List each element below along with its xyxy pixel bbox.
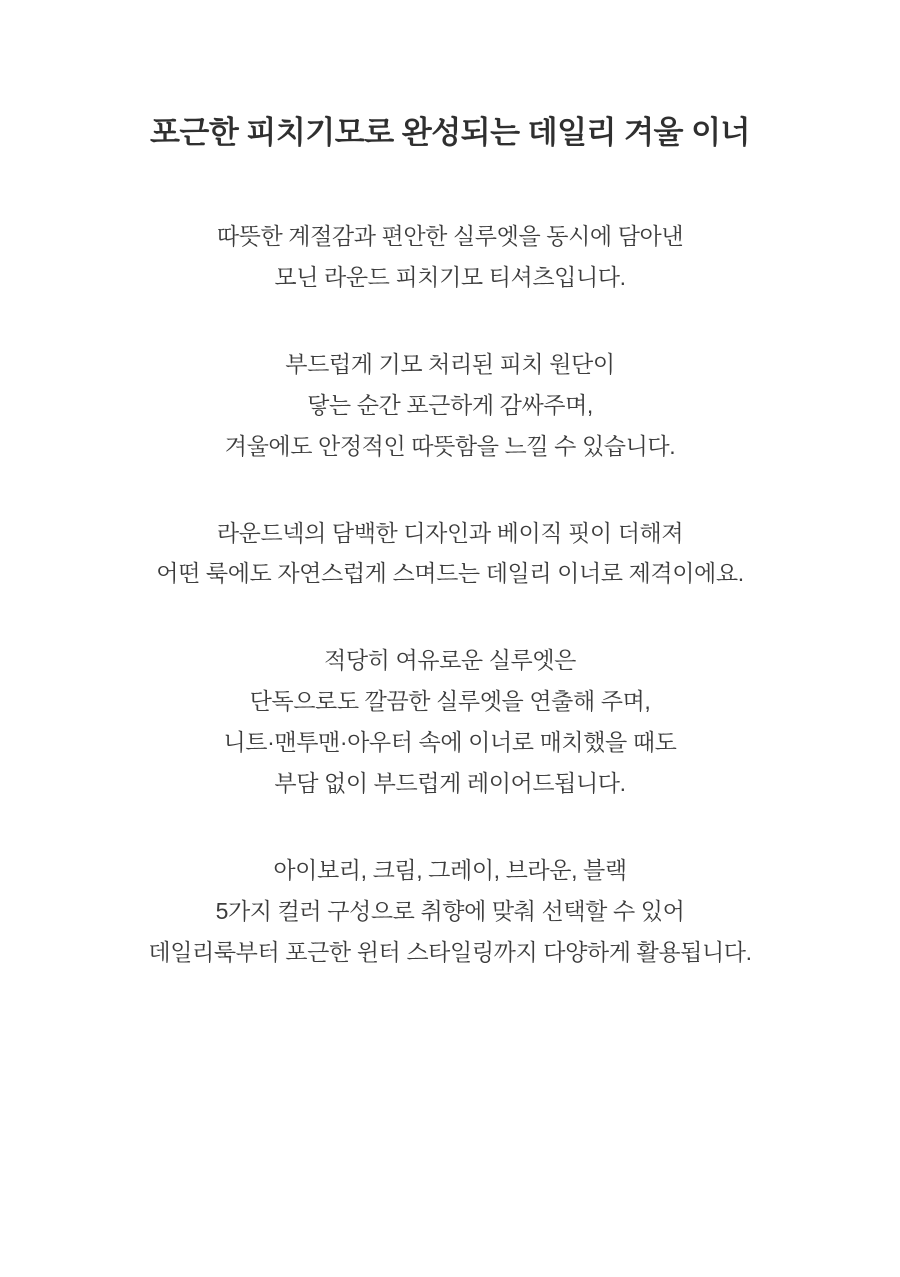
description-line: 따뜻한 계절감과 편안한 실루엣을 동시에 담아낸 bbox=[216, 222, 684, 249]
description-paragraph bbox=[40, 513, 860, 595]
description-line: 라운드넥의 담백한 디자인과 베이직 핏이 더해져 bbox=[216, 519, 684, 546]
description-paragraph bbox=[40, 216, 860, 298]
description-body bbox=[40, 216, 860, 973]
description-line: 데일리룩부터 포근한 윈터 스타일링까지 다양하게 활용됩니다. bbox=[148, 939, 752, 966]
description-paragraph bbox=[40, 850, 860, 973]
description-line: 닿는 순간 포근하게 감싸주며, bbox=[307, 391, 593, 418]
description-paragraph bbox=[40, 640, 860, 804]
description-line: 어떤 룩에도 자연스럽게 스며드는 데일리 이너로 제격이에요. bbox=[156, 560, 744, 587]
description-line: 부드럽게 기모 처리된 피치 원단이 bbox=[285, 350, 615, 377]
description-line: 부담 없이 부드럽게 레이어드됩니다. bbox=[274, 770, 626, 797]
description-line: 니트·맨투맨·아우터 속에 이너로 매치했을 때도 bbox=[223, 729, 677, 756]
description-line: 단독으로도 깔끔한 실루엣을 연출해 주며, bbox=[249, 688, 651, 715]
description-line: 모닌 라운드 피치기모 티셔츠입니다. bbox=[274, 263, 626, 290]
description-line: 아이보리, 크림, 그레이, 브라운, 블랙 bbox=[273, 857, 627, 884]
description-line: 적당히 여유로운 실루엣은 bbox=[324, 647, 576, 674]
description-paragraph bbox=[40, 344, 860, 467]
description-line: 겨울에도 안정적인 따뜻함을 느낄 수 있습니다. bbox=[224, 432, 676, 459]
description-line: 5가지 컬러 구성으로 취향에 맞춰 선택할 수 있어 bbox=[215, 898, 685, 925]
page-title: 포근한 피치기모로 완성되는 데일리 겨울 이너 bbox=[149, 115, 751, 150]
